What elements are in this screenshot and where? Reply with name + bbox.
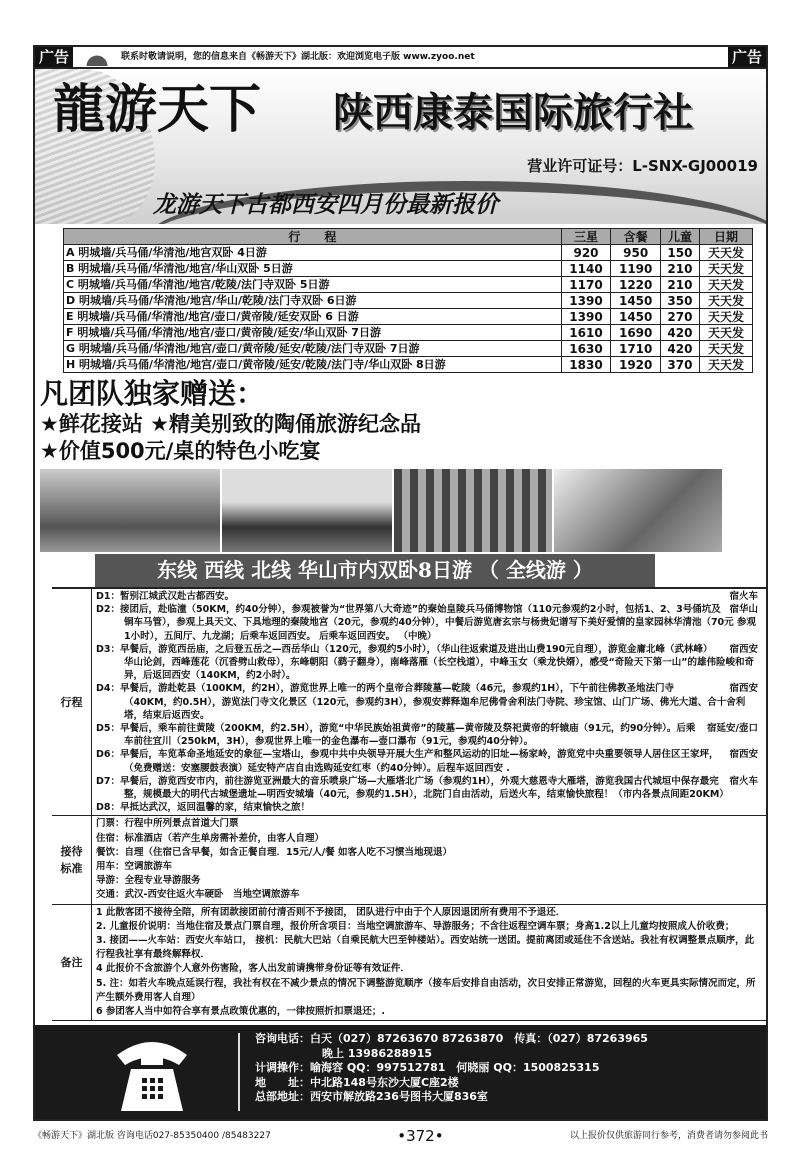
price-header-3: 儿童 [661, 229, 700, 245]
standards-label [52, 816, 92, 903]
route-name: B 明城墙/兵马俑/华清池/地宫/华山双卧 5日游 [64, 261, 562, 277]
standards-label-text: 接待标准 [60, 845, 83, 876]
contact-phone: 咨询电话：白天（027）87263670 87263870 传真：（027）87263965 [255, 1032, 648, 1046]
itinerary-day [96, 603, 762, 643]
route-name: C 明城墙/兵马俑/华清池/地宫/乾陵/法门寺双卧 5日游 [64, 277, 562, 293]
price-cell: 1140 [561, 261, 611, 277]
gifts-section [40, 377, 766, 465]
notes-list [92, 905, 766, 1021]
note-item: 3. 接团——火车站：西安火车站口， 接机：民航大巴站（自乘民航大巴至钟楼站）。西安站统一送团。提前离团或延住不含送站。我社有权调整景点顺序，此行程我社享有最终解释权． [96, 935, 755, 961]
price-row [64, 245, 753, 261]
price-cell: 天天发 [699, 309, 752, 325]
price-cell: 1450 [611, 309, 661, 325]
photo-terracotta-warriors [394, 469, 552, 552]
photo-waterfall [40, 469, 220, 552]
standard-item: 交通：武汉-西安往返火车硬卧 当地空调旅游车 [96, 889, 300, 901]
price-cell: 210 [661, 261, 700, 277]
contact-address: 地 址：中北路148号东沙大厦C座2楼 [255, 1075, 459, 1089]
hero-banner [35, 69, 766, 224]
top-bar [35, 47, 766, 69]
price-row [64, 309, 753, 325]
footer-left: 《畅游天下》湖北版 咨询电话027-85350400 /85483227 [33, 1131, 271, 1142]
price-cell: 天天发 [699, 341, 752, 357]
price-body [64, 245, 753, 373]
route-name: A 明城墙/兵马俑/华清池/地宫双卧 4日游 [64, 245, 562, 261]
page-number: •372• [397, 1127, 444, 1146]
telephone-icon [113, 1033, 191, 1113]
day-stay: 宿火车 [729, 775, 758, 787]
price-cell: 370 [661, 357, 700, 373]
route-name: H 明城墙/兵马俑/华清池/地宫/壶口/黄帝陵/延安/乾陵/法门寺/华山双卧 8日游 [64, 357, 562, 373]
price-header-0: 行 程 [64, 229, 562, 245]
contact-evening: 晚上 13986288915 [322, 1046, 433, 1060]
price-header-row [64, 229, 753, 245]
price-row [64, 261, 753, 277]
price-cell: 1710 [611, 341, 661, 357]
itinerary-day [96, 590, 762, 603]
day-stay: 宿西安 [729, 683, 758, 695]
gifts-title: 凡团队独家赠送： [40, 377, 265, 410]
price-cell: 270 [661, 309, 700, 325]
standard-item: 门票：行程中所列景点首道大门票 [96, 818, 239, 830]
day-text: D7：早餐后，游览西安市内，前往游览亚洲最大的音乐喷泉广场—大雁塔北广场（参观约1H），外观大慈恩寺大雁塔，游览我国古代城垣中保存最完整，规模最大的明代古城堡遗址—明西安城墙（40元，参观约1.5H），北院门自由活动，后送火车，结束愉快旅程！（市内各景点间距20KM） [96, 775, 729, 801]
notice-text: 联系时敬请说明，您的信息来自《畅游天下》湖北版：欢迎浏览电子版 www.zyoo.net [121, 52, 475, 62]
note-item: 5. 注：如若火车晚点延误行程，我社有权在不减少景点的情况下调整游览顺序（接车后安排自由活动，次日安排正常游览，回程的火车更具实际情况而定，所产生额外费用客人自理） [96, 977, 756, 1003]
day-stay: 宿火车 [729, 591, 758, 602]
standards-list [92, 816, 766, 903]
day-stay: 宿华山 [729, 604, 758, 616]
note-item: 4 此报价不含旅游个人意外伤害险，客人出发前请携带身份证等有效证件． [96, 963, 410, 975]
price-cell: 1830 [561, 357, 611, 373]
price-cell: 天天发 [699, 277, 752, 293]
day-text: D8：早抵达武汉，返回温馨的家，结束愉快之旅！ [96, 802, 310, 814]
page-footer [33, 1127, 768, 1145]
route-name: D 明城墙/兵马俑/华清池/地宫/华山/乾陵/法门寺双卧 6日游 [64, 293, 562, 309]
itinerary-day [96, 722, 762, 748]
price-cell: 1220 [611, 277, 661, 293]
itinerary-day [96, 748, 762, 774]
price-cell: 1190 [611, 261, 661, 277]
price-cell: 420 [661, 325, 700, 341]
price-header-2: 含餐 [611, 229, 661, 245]
company-name: 陕西康泰国际旅行社 [333, 89, 693, 136]
note-item: 6 参团客人当中如符合享有景点政策优惠的，一律按照折扣票退还；. [96, 1006, 386, 1018]
route-name: E 明城墙/兵马俑/华清池/地宫/壶口/黄帝陵/延安双卧 6 日游 [64, 309, 562, 325]
day-text: D4：早餐后，游赴乾县（100KM，约2H），游览世界上唯一的两个皇帝合葬陵墓—乾陵（46元，参观约1H），下午前往佛教圣地法门寺（40KM，约0.5H），游览法门寺文化景区（120元，参观约3H），参观安葬释迦牟尼佛骨舍利法门寺院、珍宝馆、山门广场、佛光大道、合十舍利塔，结束后返西安。 [96, 683, 746, 721]
price-row [64, 277, 753, 293]
brand-calligraphy: 龍游天下 [53, 79, 262, 140]
price-cell: 1390 [561, 309, 611, 325]
price-row [64, 357, 753, 373]
price-cell: 1610 [561, 325, 611, 341]
route-banner: 东线 西线 北线 华山市内双卧8日游 （ 全线游 ） [95, 554, 655, 587]
slogan: 龙游天下古都西安四月份最新报价 [153, 191, 498, 218]
price-cell: 350 [661, 293, 700, 309]
price-header-4: 日期 [699, 229, 752, 245]
price-cell: 950 [611, 245, 661, 261]
itinerary-day [96, 801, 762, 814]
price-cell: 天天发 [699, 245, 752, 261]
price-cell: 天天发 [699, 357, 752, 373]
route-name: G 明城墙/兵马俑/华清池/地宫/壶口/黄帝陵/延安/乾陵/法门寺双卧 7日游 [64, 341, 562, 357]
contact-info [255, 1032, 648, 1105]
details-table [52, 587, 766, 1021]
contact-operators: 计调操作：喻海容 QQ：997512781 何晓丽 QQ：1500825315 [255, 1061, 600, 1075]
price-table [63, 228, 753, 373]
day-stay: 宿延安/壶口 [707, 723, 758, 735]
standard-item: 用车：空调旅游车 [96, 861, 173, 873]
photo-strip [40, 469, 766, 552]
ad-tag-right: 广告 [728, 47, 766, 67]
price-cell: 920 [561, 245, 611, 261]
day-text: D2：接团后，赴临潼（50KM，约40分钟），参观被誉为“世界第八大奇迹”的秦始皇陵兵马俑博物馆（110元参观约2小时，包括1、2、3号俑坑及铜车马管），参观上具天文、下具地理的秦陵地宫（20元，参观约40分钟），中餐后游览唐玄宗与杨贵妃谱写下美好爱情的皇家园林华清池（70元 参观1小时），五间厅、九龙湖；后乘车返回西安。 后乘车返回西安。 （中晚） [96, 604, 756, 642]
itinerary-label: 行程 [52, 589, 92, 815]
day-stay: 宿西安 [729, 749, 758, 761]
footer-right: 以上报价仅供旅游同行参考，消费者请勿参阅此书 [569, 1131, 768, 1142]
photo-pagoda [222, 469, 392, 552]
day-text: D3：早餐后，游览西岳庙，之后登五岳之—西岳华山（120元，参观约5小时），（华山往返索道及进出山费190元自理），游览金庸北峰（武林峰）华山论剑，西峰莲花（沉香劈山救母），东峰朝阳（鹞子翻身），南峰落雁（长空栈道），中峰玉女（乘龙快婿），感受“奇险天下第一山”的雄伟险峻和奇异，后返回西安（140KM，约2小时）。 [96, 643, 754, 682]
itinerary-row [52, 589, 766, 816]
itinerary-days [92, 589, 766, 815]
contact-box [35, 1025, 766, 1119]
price-cell: 1690 [611, 325, 661, 341]
contact-hq-address: 总部地址：西安市解放路236号图书大厦836室 [255, 1090, 488, 1104]
day-stay: 宿西安 [729, 643, 758, 655]
price-row [64, 341, 753, 357]
price-cell: 天天发 [699, 261, 752, 277]
ad-page [33, 45, 768, 1121]
divider [238, 1033, 240, 1111]
photo-waist-drum-dance [554, 469, 722, 552]
price-cell: 1920 [611, 357, 661, 373]
route-name: F 明城墙/兵马俑/华清池/地宫/壶口/黄帝陵/延安/华山双卧 7日游 [64, 325, 562, 341]
gift-line-1: ★鲜花接站 ★精美别致的陶俑旅游纪念品 [40, 412, 421, 436]
price-cell: 210 [661, 277, 700, 293]
magazine-logo-icon [79, 48, 115, 66]
day-text: D6：早餐后，车览革命圣地延安的象征—宝塔山，参观中共中央领导开展大生产和整风运动的旧址—杨家岭，游览党中央重要领导人居住区王家坪，（免费赠送：安塞腰鼓表演）延安特产店自由选购延安红枣（约40分钟）。后程车返回西安 . [96, 749, 719, 774]
price-row [64, 293, 753, 309]
price-cell: 150 [661, 245, 700, 261]
note-item: 1 此散客团不接待全陪，所有团款接团前付清否则不予接团， 团队进行中由于个人原因退团所有费用不予退还． [96, 906, 566, 918]
price-cell: 1450 [611, 293, 661, 309]
price-cell: 1390 [561, 293, 611, 309]
standard-item: 餐饮：自理（住宿已含早餐，如含正餐自理．15元/人/餐 如客人吃不习惯当地现退） [96, 846, 452, 858]
price-cell: 天天发 [699, 293, 752, 309]
itinerary-day [96, 775, 762, 801]
price-row [64, 325, 753, 341]
price-header-1: 三星 [561, 229, 611, 245]
gift-line-2: ★价值500元/桌的特色小吃宴 [40, 439, 321, 463]
price-cell: 1630 [561, 341, 611, 357]
note-item: 2. 儿童报价说明：当地住宿及景点门票自理，报价所含项目：当地空调旅游车、导游服务；不含往返程空调车票；身高1.2以上儿童均按照成人价收费； [96, 920, 735, 932]
day-text: D1：暂别江城武汉赴古都西安。 [96, 591, 234, 602]
standard-item: 导游：全程专业导游服务 [96, 875, 201, 887]
itinerary-day [96, 643, 762, 683]
ad-tag-left: 广告 [35, 47, 73, 67]
license-number: 营业许可证号：L-SNX-GJ00019 [527, 157, 758, 175]
itinerary-day [96, 682, 762, 722]
price-cell: 天天发 [699, 325, 752, 341]
price-cell: 420 [661, 341, 700, 357]
standard-item: 住宿：标准酒店（若产生单房需补差价，由客人自理） [96, 832, 325, 844]
day-text: D5：早餐后，乘车前往黄陵（200KM，约2.5H），游览“中华民族始祖黄帝”的陵墓—黄帝陵及祭祀黄帝的轩辕庙（91元，约90分钟）。后乘车前往宜川（250kM，3H），参观世界上唯一的金色瀑布—壶口瀑布（91元，参观约40分钟）。 [96, 723, 696, 748]
notes-row [52, 905, 766, 1022]
standards-row [52, 816, 766, 904]
notes-label: 备注 [52, 905, 92, 1021]
price-cell: 1170 [561, 277, 611, 293]
